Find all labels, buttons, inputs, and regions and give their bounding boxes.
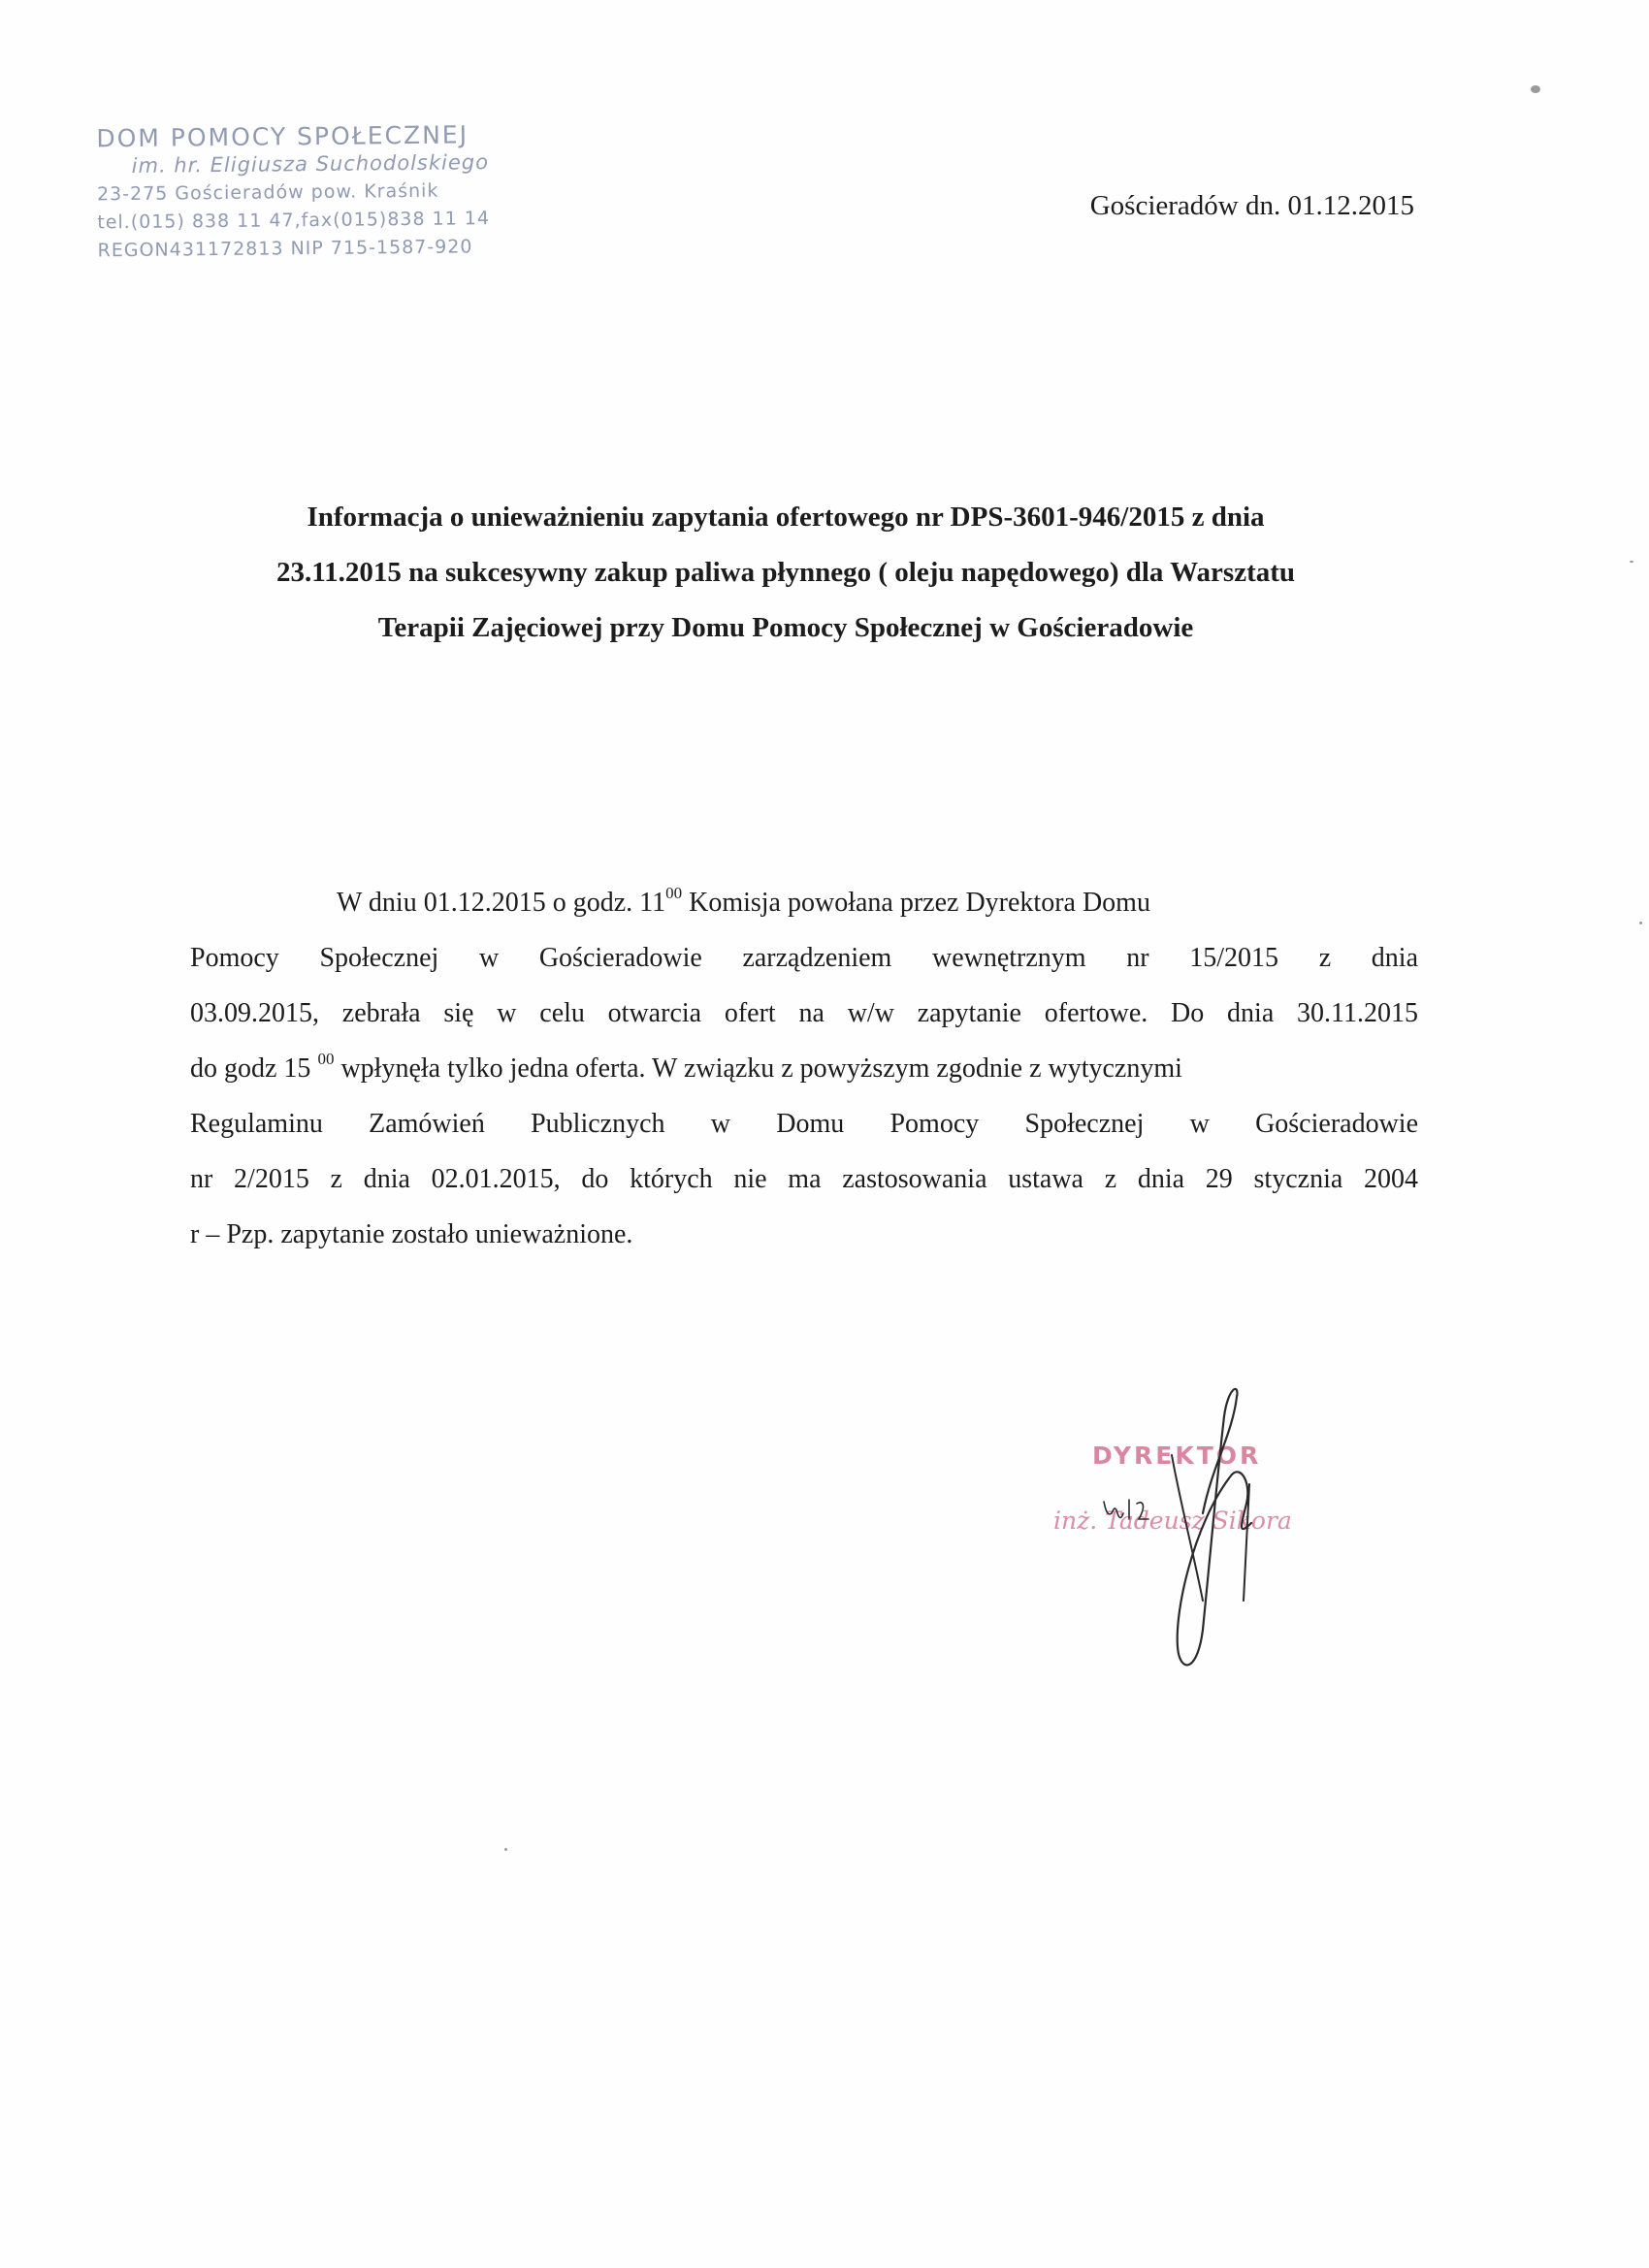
- body-text-fragment: do godz 15: [190, 1053, 318, 1084]
- superscript: 00: [317, 1050, 335, 1068]
- stamp-line: DOM POMOCY SPOŁECZNEJ: [96, 120, 469, 153]
- superscript: 00: [665, 884, 683, 902]
- title-line: Terapii Zajęciowej przy Domu Pomocy Społecznej w Gościeradowie: [377, 612, 1194, 643]
- stamp-line: tel.(015) 838 11 47,fax(015)838 11 14: [97, 208, 491, 234]
- stamp-line: 23-275 Gościeradów pow. Kraśnik: [96, 179, 439, 206]
- institution-stamp: [96, 120, 534, 266]
- scan-speck: [1639, 922, 1642, 924]
- body-line: Regulaminu Zamówień Publicznych w Domu Pomocy Społecznej w Gościeradowie: [190, 1109, 1418, 1139]
- body-line: nr 2/2015 z dnia 02.01.2015, do których nie ma zastosowania ustawa z dnia 29 stycznia 2004: [190, 1164, 1418, 1194]
- body-line: 03.09.2015, zebrała się w celu otwarcia ofert na w/w zapytanie ofertowe. Do dnia 30.11.2015: [190, 998, 1418, 1028]
- scan-speck: [1531, 85, 1540, 93]
- body-text-fragment: W dniu 01.12.2015 o godz. 11: [337, 888, 666, 918]
- body-text-fragment: wpłynęła tylko jedna oferta. W związku z powyższym zgodnie z wytycznymi: [334, 1053, 1182, 1084]
- stamp-line: im. hr. Eligiusza Suchodolskiego: [131, 150, 490, 178]
- stamp-line: REGON431172813 NIP 715-1587-920: [97, 236, 473, 262]
- scan-speck: [504, 1848, 507, 1851]
- place-date: Gościeradów dn. 01.12.2015: [1089, 190, 1414, 221]
- document-title: [155, 490, 1416, 656]
- director-role: DYREKTOR: [1092, 1442, 1262, 1470]
- director-name: inż. Tadeusz Sikora: [1053, 1507, 1292, 1535]
- body-line: [190, 875, 1418, 930]
- title-line: 23.11.2015 na sukcesywny zakup paliwa płynnego ( oleju napędowego) dla Warsztatu: [275, 557, 1296, 588]
- body-text-fragment: Komisja powołana przez Dyrektora Domu: [682, 888, 1150, 918]
- scan-speck: [1630, 561, 1633, 563]
- body-line: [190, 1041, 1418, 1096]
- body-line: Pomocy Społecznej w Gościeradowie zarządzeniem wewnętrznym nr 15/2015 z dnia: [190, 943, 1418, 973]
- title-line: Informacja o unieważnieniu zapytania ofertowego nr DPS-3601-946/2015 z dnia: [307, 502, 1265, 533]
- handwritten-signature: [1057, 1377, 1310, 1688]
- body-paragraph: [190, 875, 1418, 1262]
- body-line: r – Pzp. zapytanie zostało unieważnione.: [190, 1219, 633, 1249]
